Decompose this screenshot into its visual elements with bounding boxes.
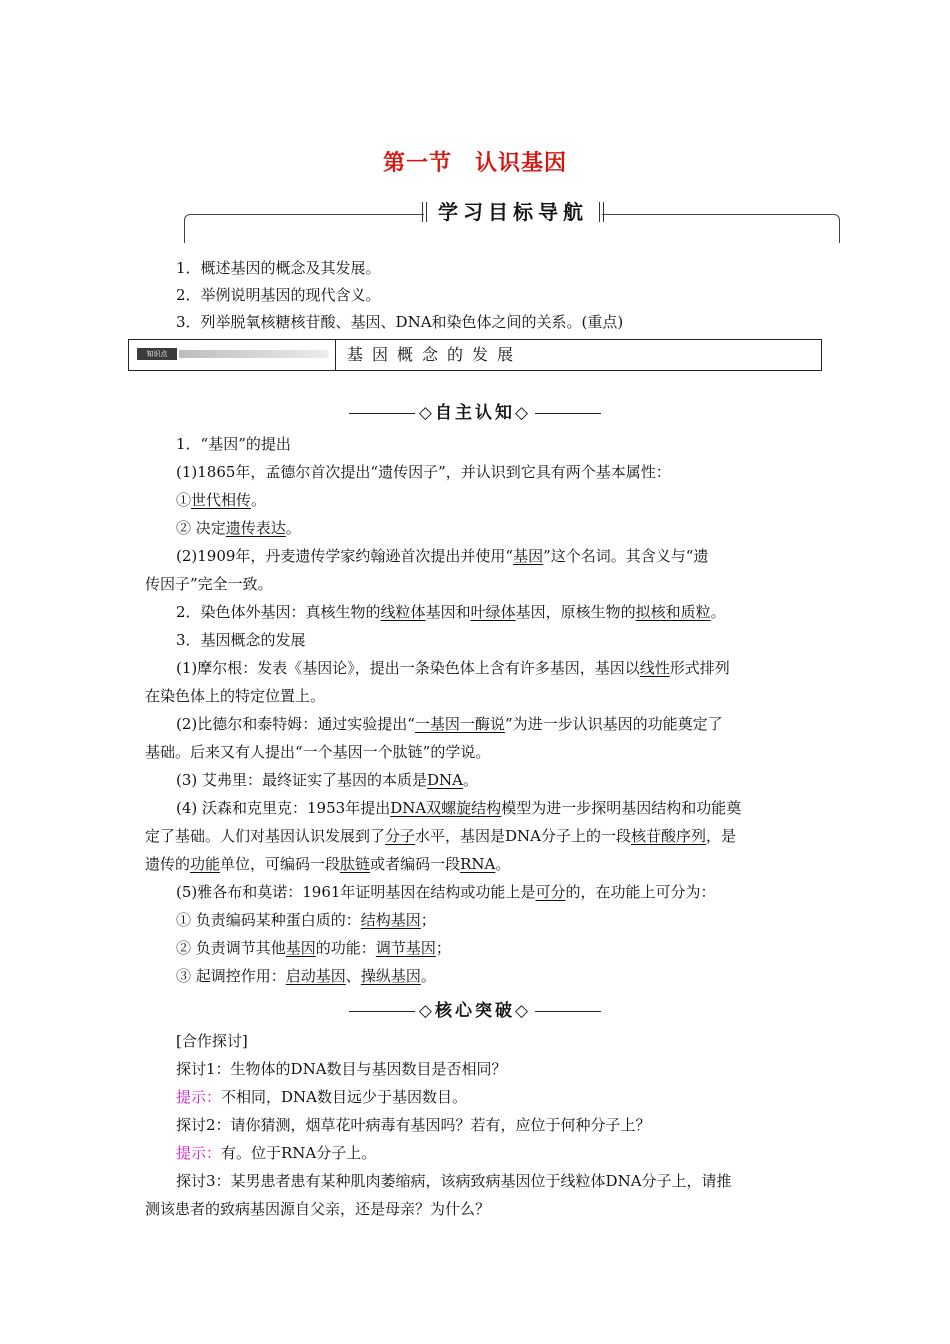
section-heading-text: 自主认知 <box>435 403 515 423</box>
answer-1: 提示：不相同，DNA数目远少于基因数目。 <box>176 1088 468 1106</box>
objective-1: 1．概述基因的概念及其发展。 <box>176 259 381 277</box>
section-heading-text: 核心突破 <box>435 1001 515 1021</box>
hint-label: 提示： <box>176 1088 222 1106</box>
s1-heading-1: 1．“基因”的提出 <box>176 435 291 453</box>
diamond-icon: ◇ <box>515 1001 532 1021</box>
s1-point-5: (5)雅各布和莫诺：1961年证明基因在结构或功能上是可分的，在功能上可分为： <box>176 883 716 901</box>
s1-point-4-cont-2: 遗传的功能单位，可编码一段肽链或者编码一段RNA。 <box>145 855 511 873</box>
knowledge-point-title: 基因概念的发展 <box>347 345 523 364</box>
knowledge-point-tag: 知识点 <box>137 348 177 360</box>
s1-heading-2: 2．染色体外基因：真核生物的线粒体基因和叶绿体基因，原核生物的拟核和质粒。 <box>176 603 726 621</box>
s1-para-1: (1)1865年，孟德尔首次提出“遗传因子”，并认识到它具有两个基本属性： <box>176 463 671 481</box>
s1-point-4-cont-1: 定了基础。人们对基因认识发展到了分子水平，基因是DNA分子上的一段核苷酸序列，是 <box>145 827 737 845</box>
coop-label: [合作探讨] <box>176 1032 248 1050</box>
knowledge-point-box <box>128 339 822 371</box>
s1-para-2: (2)1909年，丹麦遗传学家约翰逊首次提出并使用“基因”这个名词。其含义与“遗 <box>176 547 709 565</box>
page-title: 第一节 认识基因 <box>382 151 567 176</box>
section-heading-self-study <box>0 398 950 423</box>
discussion-3: 探讨3：某男患者患有某种肌肉萎缩病，该病致病基因位于线粒体DNA分子上，请推 <box>176 1172 732 1190</box>
s1-para-2-cont: 传因子”完全一致。 <box>145 575 273 593</box>
s1-point-4: (4) 沃森和克里克：1953年提出DNA双螺旋结构模型为进一步探明基因结构和功能奠 <box>176 799 742 817</box>
discussion-3-cont: 测该患者的致病基因源自父亲，还是母亲？为什么？ <box>145 1200 491 1218</box>
s1-point-1: (1)摩尔根：发表《基因论》，提出一条染色体上含有许多基因，基因以线性形式排列 <box>176 659 730 677</box>
section-heading-core <box>0 996 950 1021</box>
diamond-icon: ◇ <box>515 403 532 423</box>
s1-item-1: ①世代相传。 <box>176 491 267 509</box>
s1-sub-3: ③ 起调控作用：启动基因、操纵基因。 <box>176 967 436 985</box>
diamond-icon: ◇ <box>418 403 435 423</box>
answer-2: 提示：有。位于RNA分子上。 <box>176 1144 377 1162</box>
knowledge-point-tag-cell <box>129 340 336 370</box>
objective-3: 3．列举脱氧核糖核苷酸、基因、DNA和染色体之间的关系。(重点) <box>176 313 624 331</box>
discussion-2: 探讨2：请你猜测，烟草花叶病毒有基因吗？若有，应位于何种分子上？ <box>176 1116 651 1134</box>
diamond-icon: ◇ <box>418 1001 435 1021</box>
s1-point-2: (2)比德尔和泰特姆：通过实验提出“一基因一酶说”为进一步认识基因的功能奠定了 <box>176 715 723 733</box>
hint-label: 提示： <box>176 1144 222 1162</box>
s1-item-2: ② 决定遗传表达。 <box>176 519 301 537</box>
s1-heading-3: 3．基因概念的发展 <box>176 631 306 649</box>
decorative-bar <box>179 350 329 358</box>
s1-sub-1: ① 负责编码某种蛋白质的：结构基因； <box>176 911 436 929</box>
s1-point-2-cont: 基础。后来又有人提出“一个基因一个肽链”的学说。 <box>145 743 491 761</box>
objective-2: 2．举例说明基因的现代含义。 <box>176 286 381 304</box>
objectives-banner <box>184 200 840 244</box>
s1-point-1-cont: 在染色体上的特定位置上。 <box>145 687 326 705</box>
s1-point-3: (3) 艾弗里：最终证实了基因的本质是DNA。 <box>176 771 479 789</box>
banner-label: 学习目标导航 <box>424 198 602 226</box>
s1-sub-2: ② 负责调节其他基因的功能：调节基因； <box>176 939 451 957</box>
discussion-1: 探讨1：生物体的DNA数目与基因数目是否相同？ <box>176 1060 507 1078</box>
